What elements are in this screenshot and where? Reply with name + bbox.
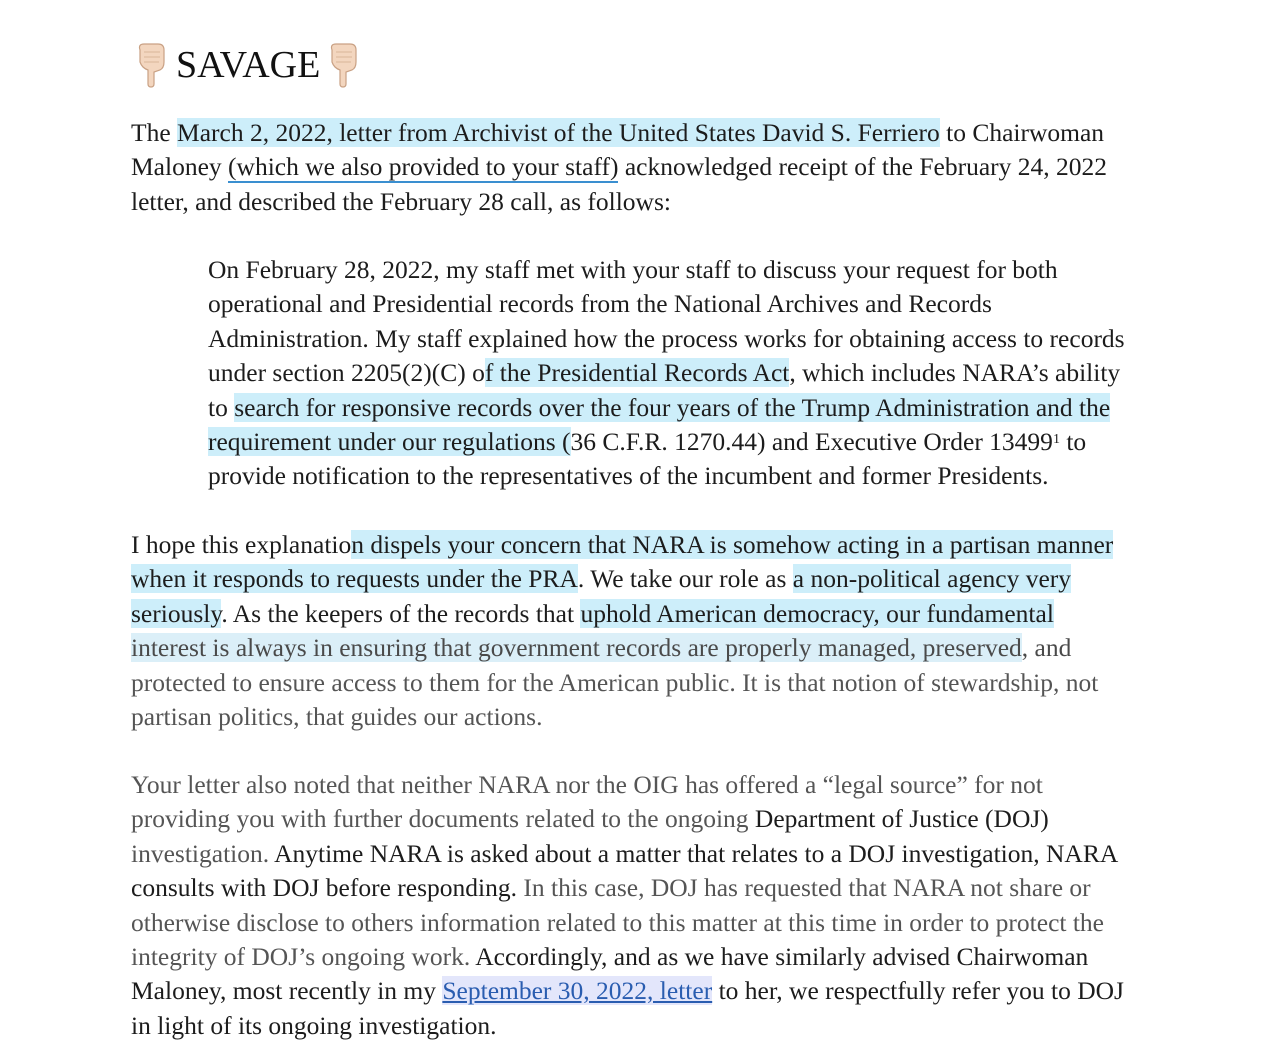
text-line: Administration. My staff explained how the process works for obtaining access to records	[208, 323, 1125, 353]
highlighted-text: f the Presidential Records Act	[484, 358, 790, 388]
text-line: protected to ensure access to them for the American public. It is that notion of stewardship, not	[131, 667, 1099, 697]
text-line: The March 2, 2022, letter from Archivist of the United States David S. Ferriero to Chairwoman	[131, 118, 1105, 147]
paragraph-intro	[131, 116, 1151, 219]
heading-title: SAVAGE	[176, 44, 321, 86]
highlighted-text: March 2, 2022, letter from Archivist of the United States David S. Ferriero	[177, 118, 940, 147]
text-line: provide notification to the representatives of the incumbent and former Presidents.	[208, 461, 1049, 491]
text-line: letter, and described the February 28 call, as follows:	[131, 186, 671, 216]
text-line: under section 2205(2)(C) of the Presidential Records Act, which includes NARA’s ability	[208, 358, 1121, 388]
paragraph-explanation	[131, 528, 1151, 734]
highlighted-text: requirement under our regulations (	[208, 426, 571, 456]
highlighted-text: when it responds to requests under the PRA	[131, 564, 578, 594]
paragraph-legal-source	[131, 768, 1151, 1043]
text-line: integrity of DOJ’s ongoing work. Accordingly, and as we have similarly advised Chairwoman	[131, 941, 1089, 971]
text-line: seriously. As the keepers of the records that uphold American democracy, our fundamental	[131, 598, 1054, 628]
highlighted-text: search for responsive records over the four years of the Trump Administration and the	[234, 392, 1111, 422]
text-line: interest is always in ensuring that government records are properly managed, preserved, and	[131, 633, 1072, 663]
text-line: consults with DOJ before responding. In this case, DOJ has requested that NARA not share or	[131, 873, 1091, 903]
text-line: partisan politics, that guides our actions.	[131, 701, 543, 731]
text-line: Maloney, most recently in my September 30, 2022, letter to her, we respectfully refer you to DOJ	[131, 976, 1124, 1006]
text-line: providing you with further documents related to the ongoing Department of Justice (DOJ)	[131, 804, 1049, 834]
block-quote	[208, 253, 1168, 494]
text-line: in light of its ongoing investigation.	[131, 1010, 497, 1040]
text-line: requirement under our regulations (36 C.F.R. 1270.44) and Executive Order 13499$^1$ to	[208, 426, 1087, 456]
text-line: operational and Presidential records from the National Archives and Records	[208, 289, 992, 319]
pointing-down-hand-icon	[134, 42, 170, 88]
text-line: investigation. Anytime NARA is asked about a matter that relates to a DOJ investigation, NARA	[131, 838, 1119, 868]
text-line: Your letter also noted that neither NARA nor the OIG has offered a “legal source” for not	[131, 770, 1043, 799]
heading	[134, 40, 362, 90]
highlighted-text: uphold American democracy, our fundamental	[580, 598, 1054, 628]
highlighted-text: seriously	[131, 598, 222, 628]
highlighted-text: n dispels your concern that NARA is somehow acting in a partisan manner	[351, 530, 1114, 559]
highlighted-text: a non-political agency very	[792, 564, 1072, 594]
underlined-text: (which we also provided to your staff)	[228, 152, 619, 182]
text-line: On February 28, 2022, my staff met with your staff to discuss your request for both	[208, 255, 1058, 284]
text-line: Maloney (which we also provided to your staff) acknowledged receipt of the February 24, 2022	[131, 152, 1108, 182]
footnote-marker: 1	[1052, 431, 1060, 447]
text-line: when it responds to requests under the PRA. We take our role as a non-political agency very	[131, 564, 1072, 594]
text-line: otherwise disclose to others information related to this matter at this time in order to protect the	[131, 907, 1104, 937]
september-letter-link[interactable]: September 30, 2022, letter	[442, 976, 713, 1006]
text-line: to search for responsive records over the four years of the Trump Administration and the	[208, 392, 1111, 422]
highlighted-text: interest is always in ensuring that government records are properly managed, preserved	[131, 633, 1022, 663]
text-line: I hope this explanation dispels your concern that NARA is somehow acting in a partisan manner	[131, 530, 1114, 559]
pointing-down-hand-icon	[326, 42, 362, 88]
